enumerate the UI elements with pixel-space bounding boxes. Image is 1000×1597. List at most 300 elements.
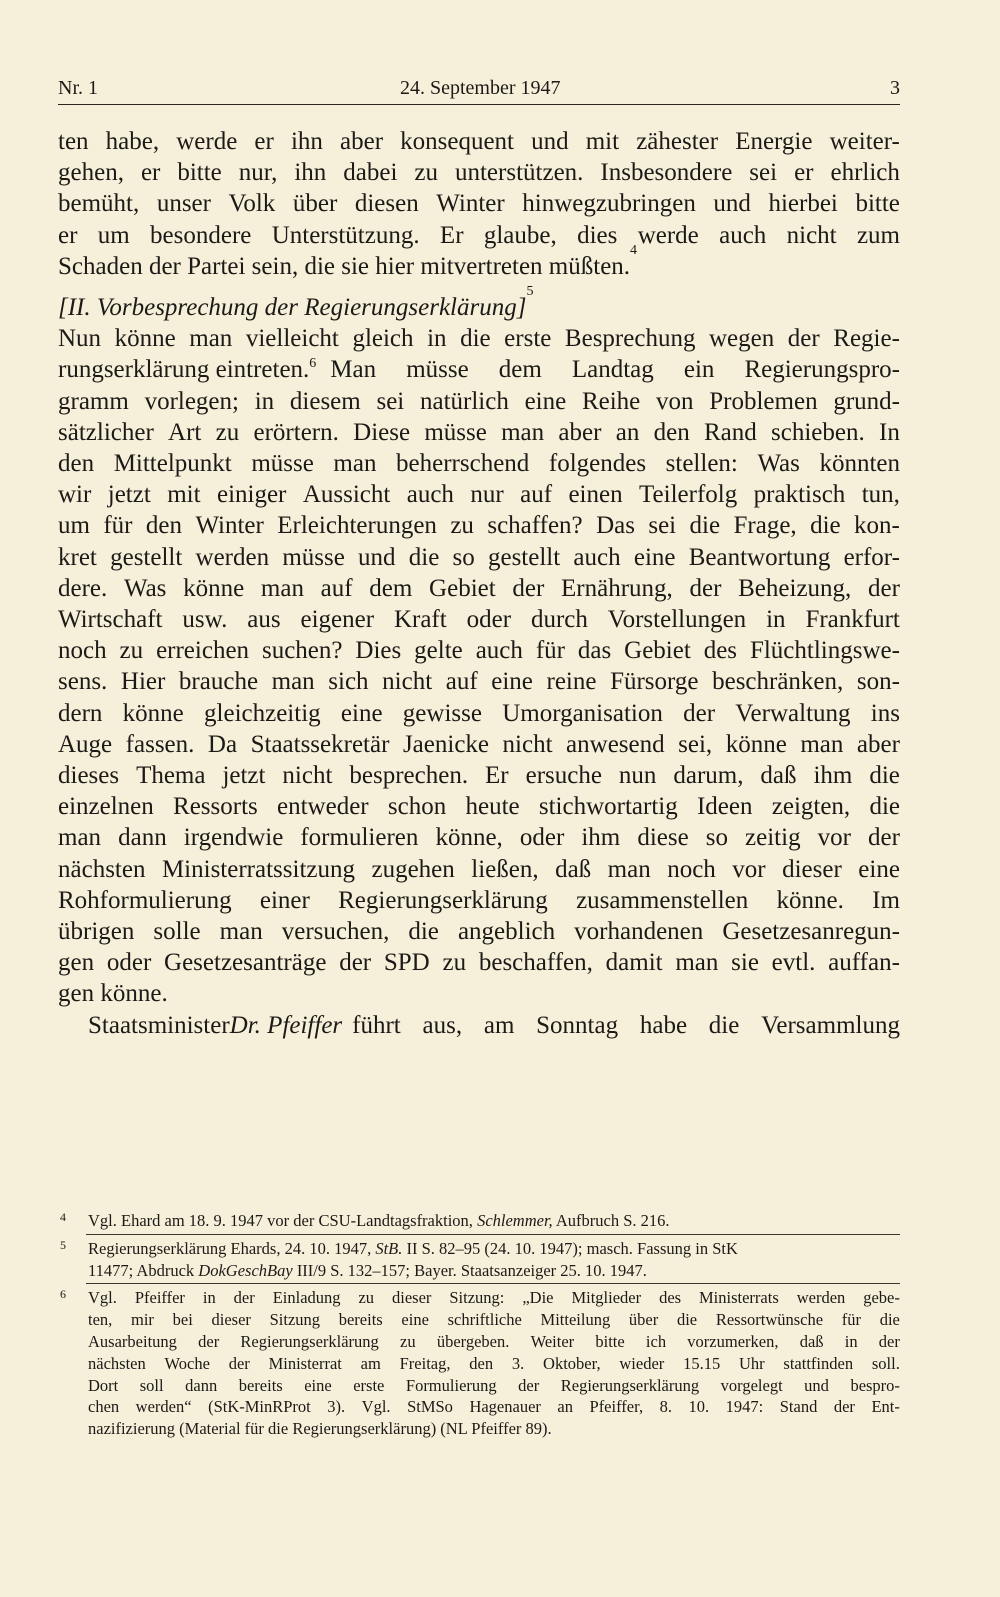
word: des bbox=[703, 637, 738, 665]
word: 10. bbox=[688, 1397, 710, 1417]
word: Problemen bbox=[709, 387, 818, 415]
word: Umorganisation bbox=[502, 699, 663, 727]
document-number: Nr. 1 bbox=[58, 77, 98, 99]
word: soll bbox=[139, 1375, 164, 1395]
word: Rohformulierung bbox=[58, 886, 232, 914]
text-line bbox=[58, 448, 900, 479]
word: dern bbox=[58, 699, 103, 727]
word: werden bbox=[796, 1288, 846, 1308]
word: dem bbox=[498, 356, 542, 384]
word: Wirtschaft bbox=[58, 606, 163, 634]
word: Frage, bbox=[733, 512, 797, 540]
word: gramm bbox=[58, 387, 129, 415]
word: evtl. bbox=[771, 949, 816, 977]
word: übergeben. bbox=[436, 1331, 510, 1351]
word: für bbox=[841, 1310, 861, 1330]
word: jetzt bbox=[222, 762, 266, 790]
footnote-line bbox=[88, 1331, 900, 1353]
word: am bbox=[483, 1011, 515, 1039]
word: Mitteilung bbox=[540, 1310, 611, 1330]
word: für bbox=[535, 637, 565, 665]
word: oder bbox=[519, 824, 565, 852]
word: ich bbox=[645, 1331, 667, 1351]
text-line bbox=[58, 760, 900, 791]
word: ins bbox=[870, 699, 900, 727]
footnote-line bbox=[88, 1353, 900, 1375]
word: Auge bbox=[58, 730, 113, 758]
footnote-6 bbox=[58, 1287, 900, 1440]
word: mit bbox=[167, 481, 201, 509]
word: tun, bbox=[861, 481, 900, 509]
word: dieses bbox=[58, 762, 120, 790]
word: ersuche bbox=[525, 762, 602, 790]
word: die bbox=[869, 762, 900, 790]
word: erörtern. bbox=[253, 418, 339, 446]
text-line bbox=[58, 854, 900, 885]
word: SPD bbox=[383, 949, 430, 977]
word: könne bbox=[114, 325, 176, 353]
word: werden bbox=[195, 543, 270, 571]
footnote-italic: Schlemmer, bbox=[477, 1211, 553, 1230]
footnote-divider bbox=[86, 1283, 900, 1284]
word: Vgl. bbox=[88, 1288, 117, 1308]
word: nun bbox=[618, 762, 657, 790]
text-line bbox=[58, 220, 900, 251]
word: könne, bbox=[435, 824, 503, 852]
text-line-content: Schaden der Partei sein, die sie hier mitvertreten müßten. bbox=[58, 252, 631, 280]
word: Erleichterungen bbox=[277, 512, 437, 540]
word: um bbox=[58, 512, 90, 540]
word: Reihe bbox=[581, 387, 641, 415]
text-line bbox=[58, 510, 900, 541]
footnote-text: Regierungserklärung Ehards, 24. 10. 1947, bbox=[88, 1238, 372, 1258]
word: die bbox=[869, 793, 900, 821]
word: Beantwortung bbox=[688, 543, 831, 571]
word: werde bbox=[637, 221, 699, 249]
word: aber bbox=[856, 730, 900, 758]
word: Vorstellungen bbox=[607, 606, 747, 634]
word: der bbox=[878, 1331, 900, 1351]
word: Oktober, bbox=[543, 1353, 601, 1373]
word: zum bbox=[856, 221, 900, 249]
word: und bbox=[713, 190, 751, 218]
word: mir bbox=[131, 1310, 154, 1330]
word: nur bbox=[470, 481, 504, 509]
footnote-italic: StB. bbox=[375, 1238, 403, 1258]
word: der bbox=[339, 949, 372, 977]
word: Was bbox=[757, 450, 800, 478]
word: 3). bbox=[327, 1397, 346, 1417]
word: jetzt bbox=[107, 481, 151, 509]
word: vorhandenen bbox=[574, 918, 704, 946]
word: Diese bbox=[353, 418, 411, 446]
word: auf bbox=[520, 481, 553, 509]
text-line bbox=[58, 542, 900, 573]
word: man bbox=[675, 949, 719, 977]
footnote-5 bbox=[58, 1238, 900, 1282]
word: Landtag bbox=[571, 356, 654, 384]
speaker-name: Dr. Pfeiffer bbox=[229, 1011, 343, 1039]
footnote-line bbox=[88, 1287, 900, 1309]
section-heading bbox=[58, 284, 900, 323]
word: kret bbox=[58, 543, 97, 571]
word: gelte bbox=[414, 637, 463, 665]
word: sei bbox=[376, 387, 405, 415]
word: die bbox=[708, 1011, 740, 1039]
word: heute bbox=[465, 793, 520, 821]
word: könne bbox=[725, 730, 787, 758]
word: könne. bbox=[776, 886, 844, 914]
word: zu bbox=[442, 949, 467, 977]
word: an bbox=[615, 418, 640, 446]
word: dies bbox=[577, 221, 618, 249]
word: auf bbox=[445, 668, 478, 696]
word: (StK-MinRProt bbox=[208, 1397, 311, 1417]
word: er bbox=[140, 159, 161, 187]
text-line-content bbox=[330, 354, 900, 385]
word: Winter bbox=[436, 190, 505, 218]
word: der bbox=[518, 1375, 540, 1395]
word: Gebiet bbox=[624, 637, 691, 665]
word: dem bbox=[369, 574, 413, 602]
word: um bbox=[97, 221, 130, 249]
word: dere. bbox=[58, 574, 108, 602]
word: formulieren bbox=[300, 824, 419, 852]
footnote-line bbox=[88, 1396, 900, 1418]
word: könnten bbox=[819, 450, 900, 478]
word: Thema bbox=[136, 762, 206, 790]
word: in bbox=[766, 606, 786, 634]
word: der bbox=[198, 1331, 220, 1351]
word: erreichen bbox=[156, 637, 250, 665]
section-heading-text: [II. Vorbesprechung der Regierungserklärung] bbox=[58, 294, 527, 322]
word: Pfeiffer bbox=[134, 1288, 185, 1308]
word: der bbox=[228, 1353, 250, 1373]
word: vor bbox=[817, 824, 851, 852]
word: bitte bbox=[855, 190, 900, 218]
word: sens. bbox=[58, 668, 108, 696]
word: nächsten bbox=[58, 855, 146, 883]
word: Regierungserklärung bbox=[560, 1375, 700, 1395]
text-line bbox=[58, 188, 900, 219]
word: bereits bbox=[238, 1375, 283, 1395]
page-number: 3 bbox=[890, 77, 900, 99]
word: vor bbox=[732, 855, 766, 883]
word: Staatssekretär bbox=[250, 730, 390, 758]
text-line bbox=[58, 885, 900, 916]
word: zugehen bbox=[371, 855, 455, 883]
word: den bbox=[58, 450, 95, 478]
word: Man bbox=[330, 356, 377, 384]
word: dieser bbox=[211, 1310, 251, 1330]
word: nur, bbox=[238, 159, 278, 187]
footnote-line bbox=[88, 1309, 900, 1331]
text-line bbox=[58, 1010, 900, 1041]
word: daß bbox=[799, 1331, 824, 1351]
word: dann bbox=[185, 1375, 218, 1395]
word: vielleicht bbox=[245, 325, 339, 353]
footnote-4 bbox=[58, 1210, 900, 1232]
word: eine bbox=[304, 1375, 332, 1395]
word: in bbox=[202, 1288, 216, 1308]
word: wir bbox=[58, 481, 92, 509]
word: einiger bbox=[216, 481, 287, 509]
word: Dort bbox=[88, 1375, 119, 1395]
word: und bbox=[531, 128, 569, 155]
word: erste bbox=[504, 325, 552, 353]
word: werde bbox=[176, 128, 238, 155]
word: Hier bbox=[120, 668, 166, 696]
text-line bbox=[58, 698, 900, 729]
footnote-italic: DokGeschBay bbox=[198, 1260, 293, 1280]
word: in bbox=[844, 1331, 858, 1351]
word: der bbox=[833, 1397, 855, 1417]
word: Sitzung: bbox=[449, 1288, 505, 1308]
word: mit bbox=[585, 128, 620, 155]
word: bitte bbox=[177, 159, 222, 187]
word: die bbox=[689, 512, 721, 540]
text-line bbox=[58, 635, 900, 666]
word: schaffen? bbox=[487, 512, 583, 540]
word: auch bbox=[719, 221, 767, 249]
word: Flüchtlingswe- bbox=[749, 637, 900, 665]
word: Ernährung, bbox=[561, 574, 673, 602]
word: gestellt bbox=[110, 543, 183, 571]
word: man bbox=[58, 824, 102, 852]
word: Regierungspro- bbox=[744, 356, 900, 384]
word: zu bbox=[215, 418, 240, 446]
word: Er bbox=[439, 221, 464, 249]
word: darum, bbox=[673, 762, 744, 790]
word: gehen, bbox=[58, 159, 124, 187]
word: schieben. bbox=[771, 418, 865, 446]
footnote-text: II S. 82–95 (24. 10. 1947); masch. Fassung in StK bbox=[406, 1238, 738, 1258]
word: dieser bbox=[782, 855, 842, 883]
word: gleich bbox=[352, 325, 414, 353]
word: stattfinden bbox=[783, 1353, 854, 1373]
word: 8. bbox=[659, 1397, 672, 1417]
main-text bbox=[58, 126, 900, 1041]
text-line bbox=[58, 916, 900, 947]
word: könne bbox=[122, 699, 184, 727]
word: er bbox=[254, 128, 274, 155]
footnote-divider bbox=[86, 1234, 900, 1235]
word: auch bbox=[475, 637, 523, 665]
word: man bbox=[607, 855, 651, 883]
text-line bbox=[58, 126, 900, 157]
text-line bbox=[58, 242, 900, 282]
word: gewisse bbox=[402, 699, 482, 727]
word: unser bbox=[156, 190, 211, 218]
word: am bbox=[360, 1353, 381, 1373]
word: führt bbox=[352, 1011, 401, 1039]
word: glaube, bbox=[483, 221, 557, 249]
word: diesem bbox=[289, 387, 361, 415]
word: Freitag, bbox=[399, 1353, 451, 1373]
footnote-text: III/9 S. 132–157; Bayer. Staatsanzeiger 25. 10. 1947. bbox=[296, 1260, 647, 1280]
word: müsse bbox=[406, 356, 469, 384]
text-line-content: gen könne. bbox=[58, 980, 168, 1008]
word: 3. bbox=[511, 1353, 525, 1373]
word: Besprechung bbox=[564, 325, 696, 353]
word: man bbox=[271, 668, 315, 696]
word: zeigten, bbox=[771, 793, 851, 821]
word: und bbox=[358, 543, 396, 571]
word: über bbox=[292, 190, 338, 218]
word: man bbox=[800, 730, 844, 758]
word: nicht bbox=[282, 762, 333, 790]
word: zu bbox=[358, 1288, 375, 1308]
word: sei, bbox=[678, 730, 713, 758]
word: eine bbox=[633, 543, 676, 571]
word: Ideen bbox=[696, 793, 753, 821]
running-header bbox=[58, 74, 900, 102]
word: man bbox=[219, 918, 263, 946]
word: auch bbox=[406, 481, 454, 509]
text-line bbox=[58, 354, 900, 385]
word: usw. bbox=[182, 606, 228, 634]
word: Ministerratssitzung bbox=[161, 855, 355, 883]
word: von bbox=[656, 387, 694, 415]
footnote-text: Vgl. Ehard am 18. 9. 1947 vor der CSU-Landtagsfraktion, bbox=[88, 1211, 473, 1230]
word: zusammenstellen bbox=[576, 886, 749, 914]
word: Verwaltung bbox=[735, 699, 851, 727]
word: der bbox=[868, 574, 900, 602]
word: den bbox=[653, 418, 690, 446]
word: noch bbox=[58, 637, 107, 665]
word: solle bbox=[153, 918, 201, 946]
word: eine bbox=[491, 668, 533, 696]
word: auf bbox=[320, 574, 353, 602]
word: Gesetzesanregun- bbox=[722, 918, 900, 946]
word: soll. bbox=[871, 1353, 900, 1373]
word: man bbox=[501, 418, 545, 446]
word: nicht bbox=[502, 730, 553, 758]
word: daß bbox=[760, 762, 797, 790]
word: Dies bbox=[355, 637, 402, 665]
word: dieser bbox=[392, 1288, 432, 1308]
word: fassen. bbox=[125, 730, 195, 758]
text-line bbox=[58, 479, 900, 510]
word: diesen bbox=[354, 190, 419, 218]
word: stellen: bbox=[665, 450, 738, 478]
word: der bbox=[512, 574, 545, 602]
word: man bbox=[333, 450, 377, 478]
word: den bbox=[469, 1353, 494, 1373]
text-line-content: rungserklärung eintreten. bbox=[58, 356, 310, 384]
word: beschränken, bbox=[712, 668, 844, 696]
word: vorzumerken, bbox=[687, 1331, 779, 1351]
text-line bbox=[58, 386, 900, 417]
word: schon bbox=[387, 793, 447, 821]
word: zu bbox=[414, 159, 438, 187]
word: Weiter bbox=[530, 1331, 575, 1351]
word: ein bbox=[683, 356, 715, 384]
word: ließen, bbox=[471, 855, 539, 883]
text-line bbox=[58, 157, 900, 188]
word: stichwortartig bbox=[538, 793, 678, 821]
word: die bbox=[879, 1310, 900, 1330]
word: Teilerfolg bbox=[639, 481, 738, 509]
word: müsse bbox=[282, 543, 345, 571]
text-line bbox=[58, 323, 900, 354]
footnote-number: 6 bbox=[60, 1287, 66, 1302]
word: gebe- bbox=[863, 1288, 900, 1308]
word: nächsten bbox=[88, 1353, 146, 1373]
word: Rand bbox=[703, 418, 757, 446]
word: besprechen. bbox=[349, 762, 469, 790]
word: Gesetzesanträge bbox=[164, 949, 327, 977]
word: einer bbox=[259, 886, 310, 914]
word: damit bbox=[605, 949, 663, 977]
word: erste bbox=[353, 1375, 385, 1395]
word: Unterstützung. bbox=[271, 221, 420, 249]
word: über bbox=[628, 1310, 659, 1330]
word: Ent- bbox=[871, 1397, 900, 1417]
word: erfor- bbox=[843, 543, 900, 571]
word: der bbox=[689, 574, 722, 602]
word: durch bbox=[530, 606, 588, 634]
word: werden“ bbox=[135, 1397, 192, 1417]
word: angeblich bbox=[457, 918, 556, 946]
word: ihm bbox=[581, 824, 621, 852]
word: die bbox=[460, 325, 491, 353]
word: aus bbox=[247, 606, 281, 634]
text-line bbox=[58, 729, 900, 760]
footnote-line: nazifizierung (Material für die Regierungserklärung) (NL Pfeiffer 89). bbox=[88, 1419, 552, 1439]
word: zu bbox=[400, 1331, 416, 1351]
word: man bbox=[189, 325, 233, 353]
word: ten, bbox=[88, 1310, 113, 1330]
footnote-text: 11477; Abdruck bbox=[88, 1260, 195, 1280]
word: sie bbox=[731, 949, 759, 977]
text-line bbox=[58, 791, 900, 822]
word: den bbox=[145, 512, 183, 540]
word: Gebiet bbox=[429, 574, 496, 602]
word: Da bbox=[207, 730, 238, 758]
word: ihn bbox=[290, 128, 323, 155]
word: Er bbox=[485, 762, 509, 790]
word: die bbox=[810, 512, 841, 540]
word: irgendwie bbox=[183, 824, 284, 852]
word: Ressortwünsche bbox=[715, 1310, 824, 1330]
word: ihm bbox=[813, 762, 853, 790]
word: natürlich bbox=[419, 387, 509, 415]
word: einzelnen bbox=[58, 793, 154, 821]
word: Woche bbox=[164, 1353, 210, 1373]
word: in bbox=[254, 387, 275, 415]
word: Mitglieder bbox=[571, 1288, 642, 1308]
word: vorgelegt bbox=[720, 1375, 783, 1395]
word: oder bbox=[106, 949, 152, 977]
footnote-number: 5 bbox=[60, 1237, 66, 1252]
word: ehrlich bbox=[830, 159, 900, 187]
word: sei bbox=[648, 512, 677, 540]
word: übrigen bbox=[58, 918, 135, 946]
word: grund- bbox=[833, 387, 900, 415]
word: chen bbox=[88, 1397, 120, 1417]
text-line bbox=[58, 573, 900, 604]
word: habe, bbox=[105, 128, 160, 155]
word: Mittelpunkt bbox=[113, 450, 232, 478]
word: Regierungserklärung bbox=[240, 1331, 379, 1351]
word: reine bbox=[546, 668, 597, 696]
word: Was bbox=[123, 574, 167, 602]
word: die bbox=[408, 918, 439, 946]
word: praktisch bbox=[753, 481, 846, 509]
word: bitte bbox=[595, 1331, 625, 1351]
word: aus, bbox=[422, 1011, 463, 1039]
